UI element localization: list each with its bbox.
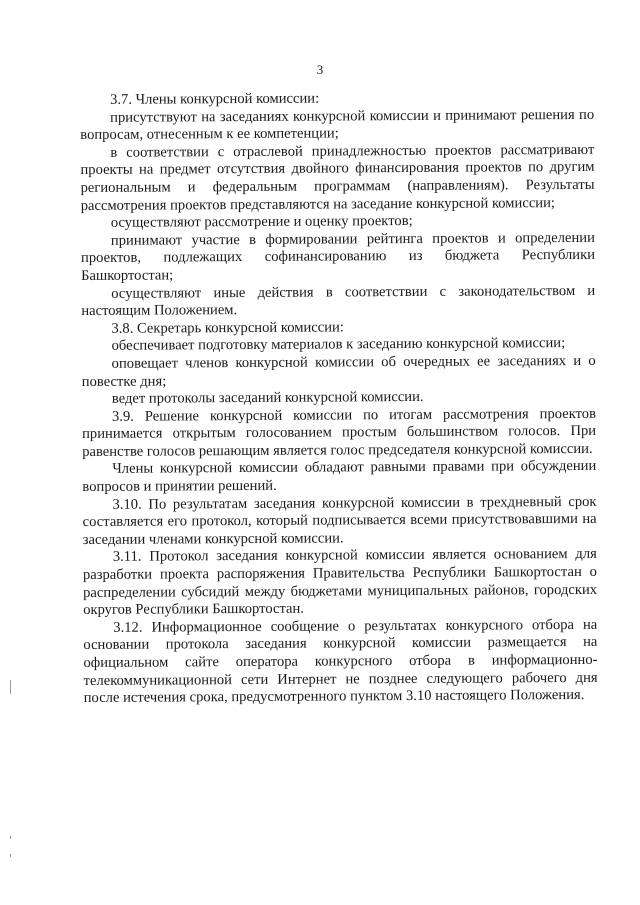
paragraph: оповещает членов конкурсной комиссии об очередных ее заседаниях и о повестке дня; bbox=[81, 352, 596, 390]
section-3-12-paragraph: 3.12. Информационное сообщение о результатах конкурсного отбора на основании протокола заседания конкурсной комиссии размещается на официальном сайте оператора конкурсного отбора в информационно-телекоммуникационной сети Интернет не позднее следующего рабочего дня после истечения срока, предусмотренного пунктом 3.10 настоящего Положения. bbox=[83, 616, 598, 707]
section-3-7-heading: 3.7. Члены конкурсной комиссии: bbox=[109, 90, 320, 108]
paragraph: осуществляют иные действия в соответствии с законодательством и настоящим Положением. bbox=[81, 282, 596, 320]
document-body bbox=[80, 89, 598, 708]
scan-mark bbox=[10, 854, 11, 857]
paragraph: обеспечивает подготовку материалов к заседанию конкурсной комиссии; bbox=[111, 335, 566, 355]
section-3-9-paragraph: 3.9. Решение конкурсной комиссии по итогам рассмотрения проектов принимается открытым голосованием простым большинством голосов. При равенстве голосов решающим является голос председателя конкурсной комиссии. bbox=[82, 405, 597, 460]
paragraph: в соответствии с отраслевой принадлежностью проектов рассматривают проекты на предмет отсутствия двойного финансирования проектов по другим региональным и федеральным программам (направлениям). Результаты рассмотрения проектов представляются на заседание конкурсной комиссии; bbox=[80, 141, 595, 214]
paragraph: Члены конкурсной комиссии обладают равными правами при обсуждении вопросов и принятии решений. bbox=[82, 458, 597, 496]
paragraph: принимают участие в формировании рейтинга проектов и определении проектов, подлежащих софинансированию из бюджета Республики Башкортостан; bbox=[80, 229, 596, 284]
paragraph: осуществляют рассмотрение и оценку проектов; bbox=[110, 213, 413, 231]
scan-mark bbox=[10, 836, 11, 839]
paragraph: ведет протоколы заседаний конкурсной комиссии. bbox=[111, 389, 424, 407]
section-3-11-paragraph: 3.11. Протокол заседания конкурсной комиссии является основанием для разработки проекта распоряжения Правительства Республики Башкортостан о распределении субсидий между бюджетами муниципальных районов, городских округов Республики Башкортостан. bbox=[82, 546, 598, 619]
page-number: 3 bbox=[316, 62, 324, 77]
section-3-10-paragraph: 3.10. По результатам заседания конкурсной комиссии в трехдневный срок составляется его протокол, который подписывается всеми присутствовавшими на заседании членами конкурсной комиссии. bbox=[82, 493, 597, 548]
paragraph: присутствуют на заседаниях конкурсной комиссии и принимают решения по вопросам, отнесенным к ее компетенции; bbox=[80, 106, 595, 144]
section-3-8-heading: 3.8. Секретарь конкурсной комиссии: bbox=[111, 319, 344, 337]
scan-mark bbox=[10, 680, 11, 694]
